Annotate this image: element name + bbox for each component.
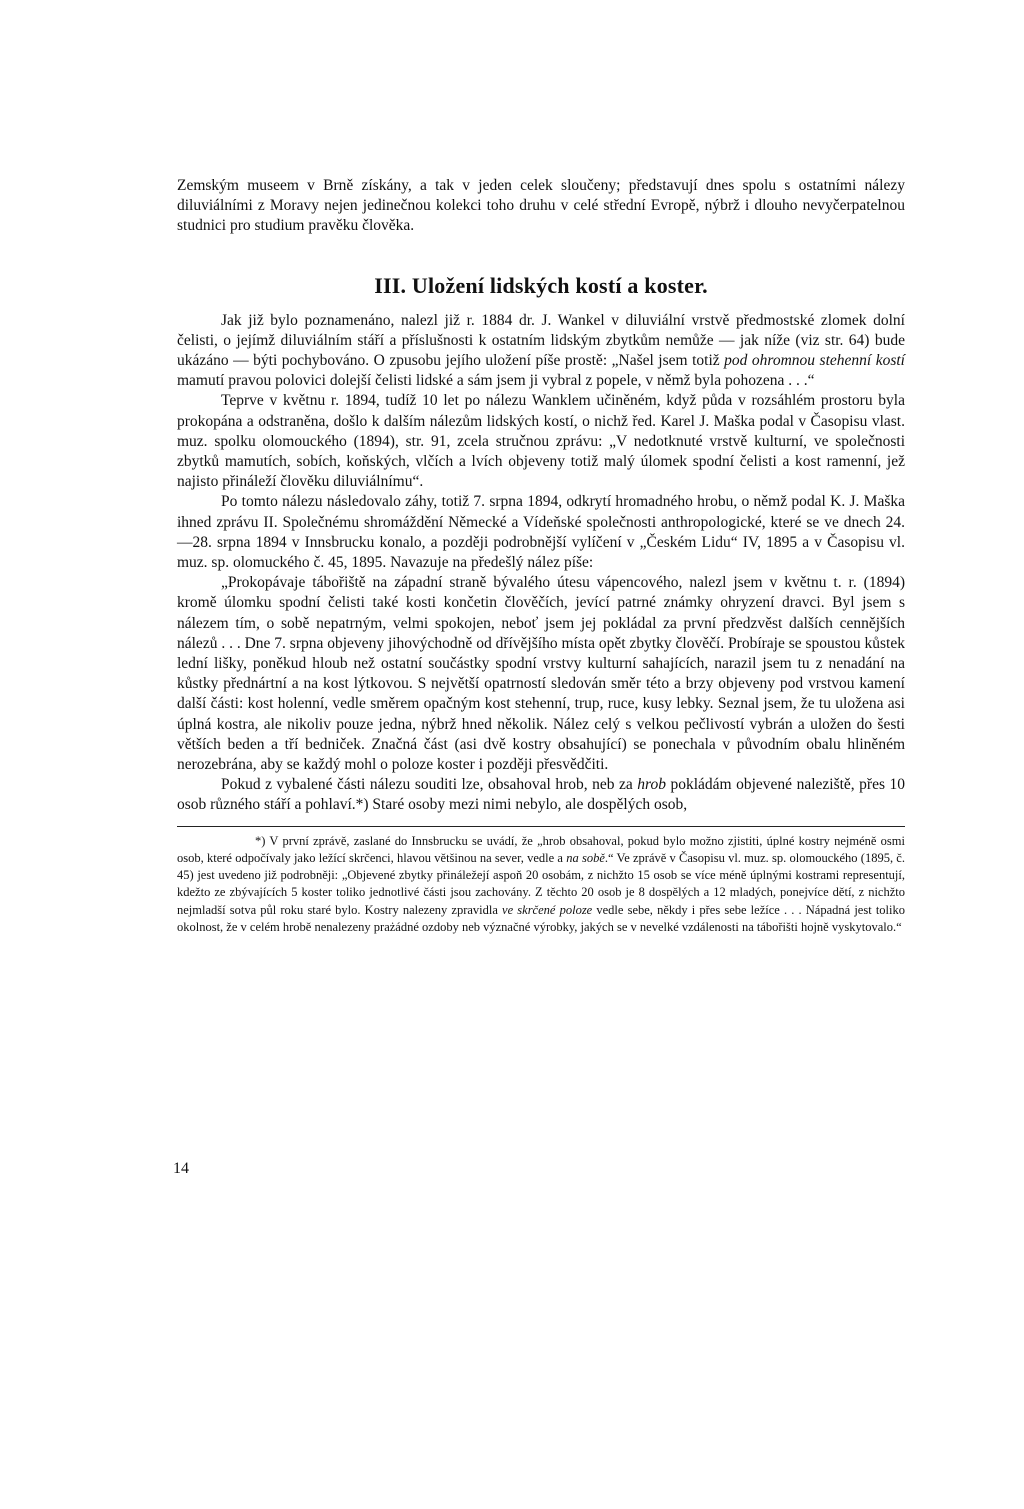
intro-paragraph: Zemským museem v Brně získány, a tak v jeden celek sloučeny; představují dnes spolu s ostatními nálezy diluviálními z Moravy nejen jedinečnou kolekci toho druhu v celé střední Evropě, nýbrž i dlouho nevyčerpatelnou studnici pro studium pravěku člověka. — [177, 177, 905, 235]
paragraph-wankel-text-a: Jak již bylo poznamenáno, nalezl již r. 1884 dr. J. Wankel v diluviální vrstvě předmostské zlomek dolní čelisti, o jejímž diluviálním stáří a příslušnosti k ostatním lidským zbytkům nemůže — jak níže (viz str. 64) bude ukázáno — býti pochybováno. O zpusobu jejího uložení píše prostě: „Našel jsem totiž — [177, 311, 905, 370]
paragraph-hrob-text-b: pokládám objevené naleziště, přes 10 osob různého stáří a pohlaví.*) Staré osoby mezi nimi nebylo, ale dospělých osob, — [177, 776, 905, 814]
footnote — [177, 833, 905, 936]
paragraph-wankel-emphasis: pod ohromnou stehenní kostí — [724, 352, 905, 370]
footnote-emphasis-2: ve skrčené poloze — [502, 902, 593, 917]
page-content — [177, 176, 905, 936]
footnote-text-c: vedle sebe, někdy i přes sebe ležíce . . . Nápadná jest toliko okolnost, že v celém hrobě nenalezeny prażádné ozdoby neb význačné výrobky, jakých se v nevelké vzdálenosti na tábořišti hojně vyskytovalo.“ — [177, 902, 905, 934]
paragraph-grave: Po tomto nálezu následovalo záhy, totiž 7. srpna 1894, odkrytí hromadného hrobu, o němž podal K. J. Maška ihned zprávu II. Společnému shromáždění Německé a Vídeňské společnosti anthropologické, které se ve dnech 24.—28. srpna 1894 v Innsbrucku konalo, a později podrobnější vylíčení v „Českém Lidu“ IV, 1895 a v Časopisu vl. muz. sp. olomuckého č. 45, 1895. Navazuje na předešlý nález píše: — [177, 493, 905, 572]
section-heading: III. Uložení lidských kostí a koster. — [374, 272, 708, 298]
paragraph-wankel-text-b: mamutí pravou polovici dolejší čelisti lidské a sám jsem ji vybral z popele, v němž byla pohozena . . .“ — [177, 372, 815, 390]
footnote-text-a: *) V první zprávě, zaslané do Innsbrucku se uvádí, že „hrob obsahoval, pokud bylo možno zjistiti, úplné kostry nejméně osmi osob, které odpočívaly jako ležící skrčenci, hlavou většinou na sever, vedle a — [177, 833, 905, 865]
paragraph-1894: Teprve v květnu r. 1894, tudíž 10 let po nálezu Wanklem učiněném, když půda v rozsáhlém prostoru byla prokopána a odstraněna, došlo k dalším nálezům lidských kostí, o nichž řed. Karel J. Maška podal v Časopisu vlast. muz. spolku olomouckého (1894), str. 91, zcela stručnou zprávu: „V nedotknuté vrstvě kulturní, ve společnosti zbytků mamutích, sobích, koňských, vlčích a lvích objeveny totiž malý úlomek spodní čelisti a kost ramenní, jež najisto přináleží člověku diluviálnímu“. — [177, 392, 905, 491]
footnote-text-b: .“ Ve zprávě v Časopisu vl. muz. sp. olomouckého (1895, č. 45) jest uvedeno již podrobněji: „Objevené zbytky přináležejí aspoň 20 osobám, z nichžto 15 osob se více méně úplnými kostrami representují, kdežto ze zbývajících 5 koster toliko jednotlivé části jsou zachovány. Z těchto 20 osob je 8 dospělých a 12 mladých, ponejvíce dětí, z nichžto nejmladší sotva půl roku staré bylo. Kostry nalezeny zpravidla — [177, 850, 905, 917]
paragraph-hrob-emphasis: hrob — [637, 776, 666, 794]
paragraph-hrob — [177, 775, 905, 815]
footnote-emphasis-1: na sobě — [566, 850, 605, 865]
paragraph-wankel — [177, 311, 905, 392]
page-number: 14 — [173, 1160, 189, 1177]
footnote-divider — [177, 826, 905, 827]
quote-paragraph: „Prokopávaje tábořiště na západní straně bývalého útesu vápencového, nalezl jsem v květnu t. r. (1894) kromě úlomku spodní čelisti také kosti končetin člověčích, jevící patrné známky ohryzení dravci. Byl jsem s nálezem tím, o sobě nepatrným, velmi spokojen, neboť jsem jej pokládal za první předzvěst dalších cennějších nálezů . . . Dne 7. srpna objeveny jihovýchodně od dřívějšího místa opět zbytky člověčí. Probíraje se spoustou kůstek lední lišky, poněkud hloub než ostatní součástky spodní vrstvy kulturní sahajících, narazil jsem tu z nenadání na kůstky přednártní a na kost lýtkovou. S největší opatrností sledován směr této a brzy objeveny pod vrstvou kamení další části: kost holenní, vedle směrem opačným kost stehenní, trup, ruce, kusy lebky. Seznal jsem, že tu uložena asi úplná kostra, ale nikoliv pouze jedna, nýbrž hned několik. Nález celý s velkou pečlivostí vybrán a uložen do šesti větších beden a tří bedniček. Značná část (asi dvě kostry obsahující) se ponechala v původním obalu hliněném nerozebrána, aby se každý mohl o poloze koster i později přesvědčiti. — [177, 574, 905, 774]
paragraph-hrob-text-a: Pokud z vybalené části nálezu souditi lze, obsahoval hrob, neb za — [221, 776, 638, 794]
